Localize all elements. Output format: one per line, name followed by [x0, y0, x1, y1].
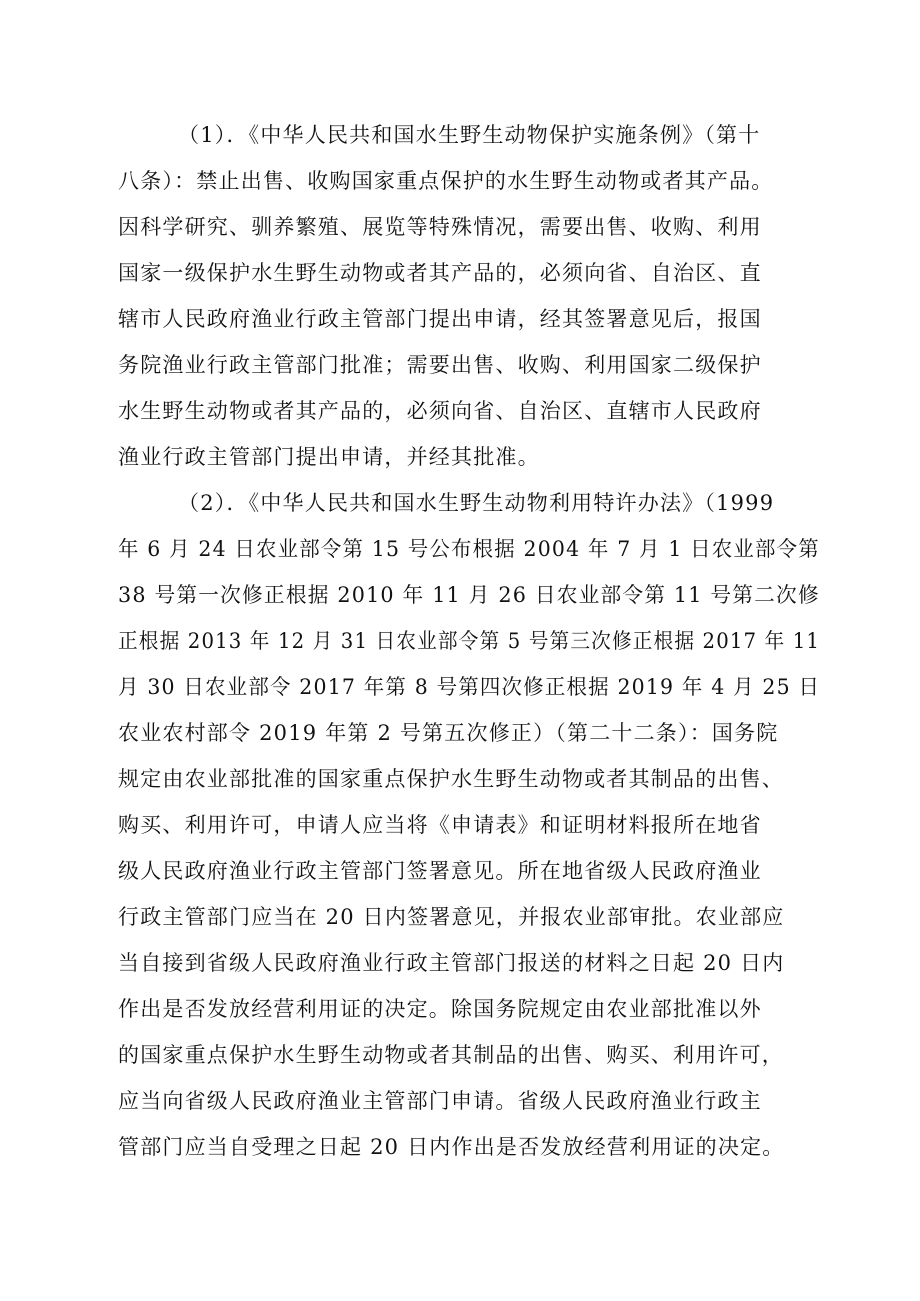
- paragraph-2-line-11: 当自接到省级人民政府渔业行政主管部门报送的材料之日起 20 日内: [118, 951, 785, 975]
- paragraph-2-line-10: 行政主管部门应当在 20 日内签署意见，并报农业部审批。农业部应: [118, 905, 785, 929]
- paragraph-1-line-2: 八条）：禁止出售、收购国家重点保护的水生野生动物或者其产品。: [118, 169, 774, 193]
- paragraph-1-line-5: 辖市人民政府渔业行政主管部门提出申请，经其签署意见后，报国: [118, 307, 762, 331]
- paragraph-1-line-3: 因科学研究、驯养繁殖、展览等特殊情况，需要出售、收购、利用: [118, 215, 762, 239]
- paragraph-1-line-1: （1）．《中华人民共和国水生野生动物保护实施条例》（第十: [178, 123, 761, 147]
- paragraph-2-line-1: （2）．《中华人民共和国水生野生动物利用特许办法》（1999: [178, 491, 775, 515]
- paragraph-2-line-14: 应当向省级人民政府渔业主管部门申请。省级人民政府渔业行政主: [118, 1089, 762, 1113]
- paragraph-2-line-9: 级人民政府渔业行政主管部门签署意见。所在地省级人民政府渔业: [118, 859, 762, 883]
- paragraph-1-line-6: 务院渔业行政主管部门批准；需要出售、收购、利用国家二级保护: [118, 353, 762, 377]
- paragraph-2-line-3: 38 号第一次修正根据 2010 年 11 月 26 日农业部令第 11 号第二次修: [118, 583, 820, 607]
- paragraph-2-line-12: 作出是否发放经营利用证的决定。除国务院规定由农业部批准以外: [118, 997, 762, 1021]
- paragraph-2-line-15: 管部门应当自受理之日起 20 日内作出是否发放经营利用证的决定。: [118, 1135, 785, 1159]
- paragraph-1-line-7: 水生野生动物或者其产品的，必须向省、自治区、直辖市人民政府: [118, 399, 762, 423]
- paragraph-2-line-8: 购买、利用许可，申请人应当将《申请表》和证明材料报所在地省: [118, 813, 762, 837]
- paragraph-2-line-6: 农业农村部令 2019 年第 2 号第五次修正）（第二十二条）：国务院: [118, 721, 779, 745]
- paragraph-2-line-5: 月 30 日农业部令 2017 年第 8 号第四次修正根据 2019 年 4 月 25 日: [118, 675, 821, 699]
- paragraph-1-line-4: 国家一级保护水生野生动物或者其产品的，必须向省、自治区、直: [118, 261, 762, 285]
- paragraph-2-line-7: 规定由农业部批准的国家重点保护水生野生动物或者其制品的出售、: [118, 767, 784, 791]
- paragraph-1-line-8: 渔业行政主管部门提出申请，并经其批准。: [118, 445, 540, 469]
- paragraph-2-line-2: 年 6 月 24 日农业部令第 15 号公布根据 2004 年 7 月 1 日农业部令第: [118, 537, 820, 561]
- paragraph-2-line-4: 正根据 2013 年 12 月 31 日农业部令第 5 号第三次修正根据 2017 年 11: [118, 629, 821, 653]
- paragraph-2-line-13: 的国家重点保护水生野生动物或者其制品的出售、购买、利用许可，: [118, 1043, 784, 1067]
